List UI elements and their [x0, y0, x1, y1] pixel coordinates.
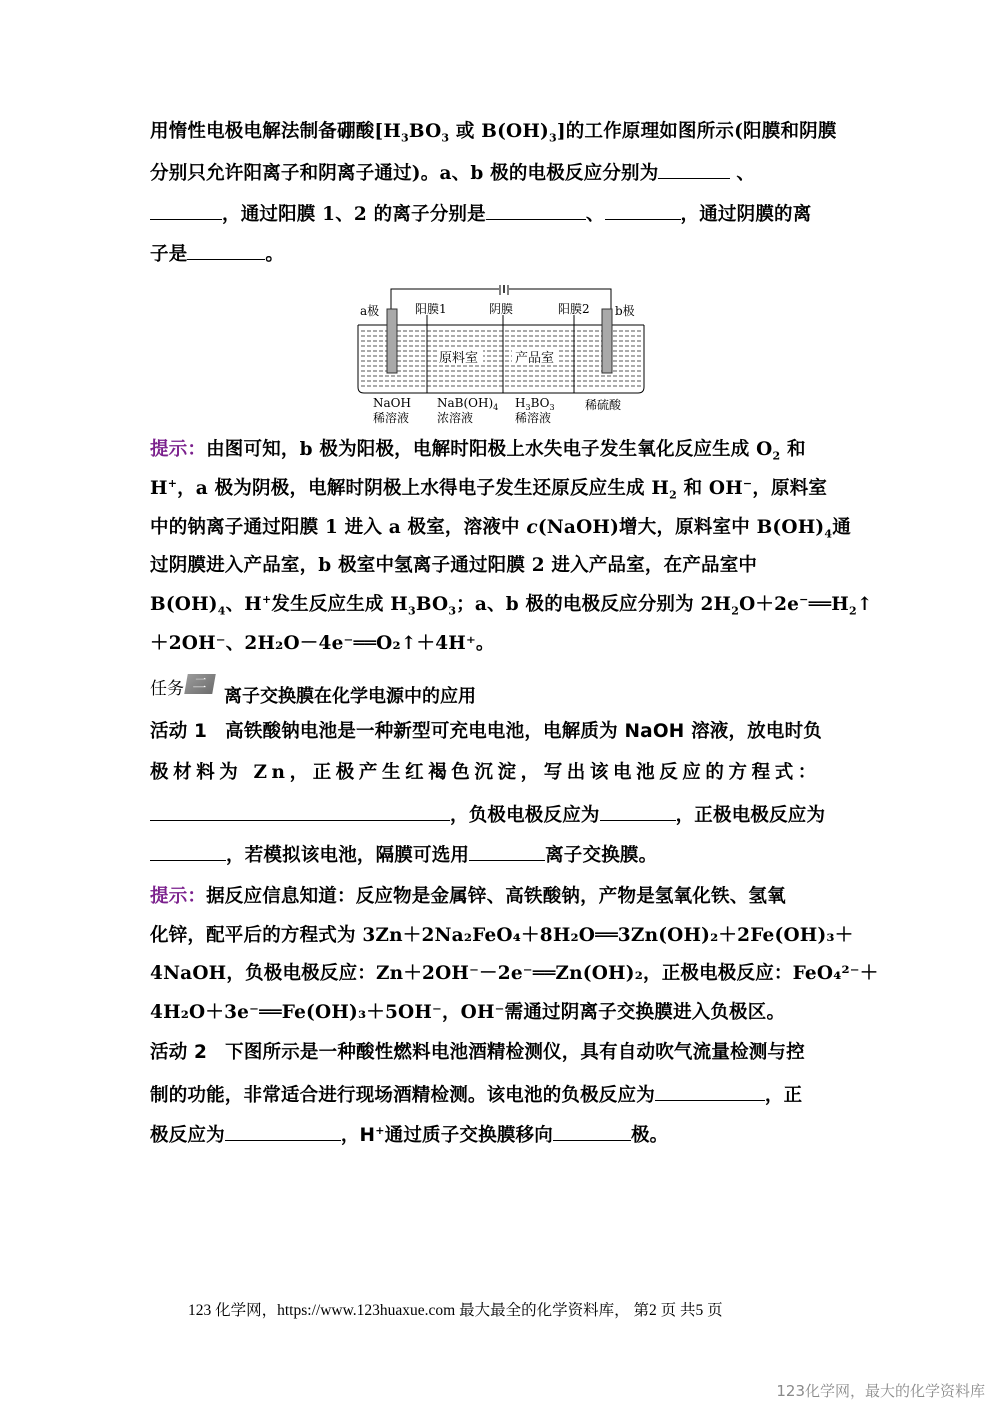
answer-blank[interactable]	[150, 802, 450, 821]
label-dilute-1: 稀溶液	[373, 411, 410, 425]
answer-blank[interactable]	[150, 842, 226, 861]
label-cation-membrane-1: 阳膜1	[415, 302, 447, 316]
question-line-4: 子是 。	[150, 241, 844, 267]
electrolysis-cell-diagram	[357, 285, 645, 425]
watermark: 123化学网，最大的化学资料库	[776, 1382, 985, 1400]
answer-blank[interactable]	[658, 160, 730, 179]
answer-blank[interactable]	[225, 1122, 341, 1141]
label-product-chamber: 产品室	[515, 351, 555, 366]
answer-blank[interactable]	[553, 1122, 631, 1141]
activity1-line-2: 极材料为 Zn，正极产生红褐色沉淀，写出该电池反应的方程式：	[150, 762, 821, 783]
activity1-line-1: 活动 1 高铁酸钠电池是一种新型可充电电池，电解质为 NaOH 溶液，放电时负	[150, 721, 822, 742]
label-electrode-a: a极	[360, 304, 380, 318]
answer-blank[interactable]	[187, 241, 265, 260]
hint2-line-3: 4NaOH，负极电极反应：Zn＋2OH⁻－2e⁻══Zn(OH)₂，正极电极反应：FeO₄²⁻＋	[150, 963, 879, 984]
task2-heading: 任务 二离子交换膜在化学电源中的应用	[150, 676, 476, 707]
electrode-b	[602, 309, 612, 373]
hint2-line-2: 化锌，配平后的方程式为 3Zn＋2Na₂FeO₄＋8H₂O══3Zn(OH)₂＋2Fe(OH)₃＋	[150, 925, 854, 946]
answer-blank[interactable]	[486, 201, 586, 220]
hint1-line-2: H+，a 极为阴极，电解时阴极上水得电子发生还原反应生成 $H_2$ 和 OH−，原料室	[150, 476, 828, 502]
label-dilute-sulfuric: 稀硫酸	[585, 398, 622, 412]
hint2-line-4: 4H₂O＋3e⁻══Fe(OH)₃＋5OH⁻，OH⁻需通过阴离子交换膜进入负极区。	[150, 1002, 786, 1023]
answer-blank[interactable]	[605, 201, 681, 220]
hint1-line-5: $B(OH)_4$、H+发生反应生成 $H_3BO_3$；a、b 极的电极反应分别为 $2H_2O+2e^-══H_2↑$	[150, 592, 873, 618]
activity2-label: 活动 2	[150, 1042, 208, 1063]
hint1-line-3: 中的钠离子通过阳膜 1 进入 a 极室，溶液中 c(NaOH)增大，原料室中 $B(OH)_4$通	[150, 517, 851, 541]
label-dilute-3: 稀溶液	[515, 411, 552, 425]
activity1-label: 活动 1	[150, 721, 208, 742]
activity1-line-4: ，若模拟该电池，隔膜可选用 离子交换膜。	[150, 842, 844, 868]
page-footer: 123 化学网，https://www.123huaxue.com 最大最全的化学资料库， 第2 页 共5 页	[188, 1302, 723, 1319]
hint-label: 提示：	[150, 439, 207, 460]
activity1-line-3: ，负极电极反应为 ，正极电极反应为	[150, 802, 844, 828]
label-nab-oh4: $NaB(OH)_4$	[437, 396, 499, 412]
label-naoh: NaOH	[373, 396, 411, 410]
hint-label: 提示：	[150, 886, 207, 907]
hint1-line-1: 提示：由图可知，b 极为阳极，电解时阳极上水失电子发生氧化反应生成 $O_2$ 和	[150, 439, 806, 463]
answer-blank[interactable]	[469, 842, 545, 861]
label-cation-membrane-2: 阳膜2	[558, 302, 590, 316]
label-h3bo3: $H_3BO_3$	[515, 396, 555, 412]
hint1-line-4: 过阴膜进入产品室，b 极室中氢离子通过阳膜 2 进入产品室，在产品室中	[150, 555, 758, 576]
label-anion-membrane: 阴膜	[489, 302, 514, 316]
activity2-line-2: 制的功能，非常适合进行现场酒精检测。该电池的负极反应为 ，正	[150, 1082, 844, 1108]
electrode-a	[387, 309, 397, 373]
answer-blank[interactable]	[655, 1082, 765, 1101]
electrolytic-tank	[358, 325, 644, 393]
hint2-line-1: 提示：据反应信息知道：反应物是金属锌、高铁酸钠，产物是氢氧化铁、氢氧	[150, 886, 786, 907]
answer-blank[interactable]	[600, 802, 676, 821]
question-line-2: 分别只允许阳离子和阴离子通过)。a、b 极的电极反应分别为 、	[150, 160, 844, 186]
label-concentrated: 浓溶液	[437, 411, 474, 425]
task-number-badge: 二	[184, 674, 216, 694]
activity2-line-1: 活动 2 下图所示是一种酸性燃料电池酒精检测仪，具有自动吹气流量检测与控	[150, 1042, 805, 1063]
question-line-1: 用惰性电极电解法制备硼酸[$H_3BO_3$ 或 $B(OH)_3$]的工作原理如图所示(阳膜和阴膜	[150, 121, 837, 145]
answer-blank[interactable]	[150, 201, 222, 220]
question-line-3: ，通过阳膜 1、2 的离子分别是 、 ，通过阴膜的离	[150, 201, 844, 227]
task2-title: 离子交换膜在化学电源中的应用	[224, 686, 476, 707]
label-raw-chamber: 原料室	[439, 351, 479, 366]
label-electrode-b: b极	[615, 304, 635, 318]
hint1-line-6: ＋2OH⁻、2H₂O－4e⁻══O₂↑＋4H⁺。	[150, 633, 495, 654]
activity2-line-3: 极反应为 ，H+通过质子交换膜移向 极。	[150, 1123, 669, 1146]
